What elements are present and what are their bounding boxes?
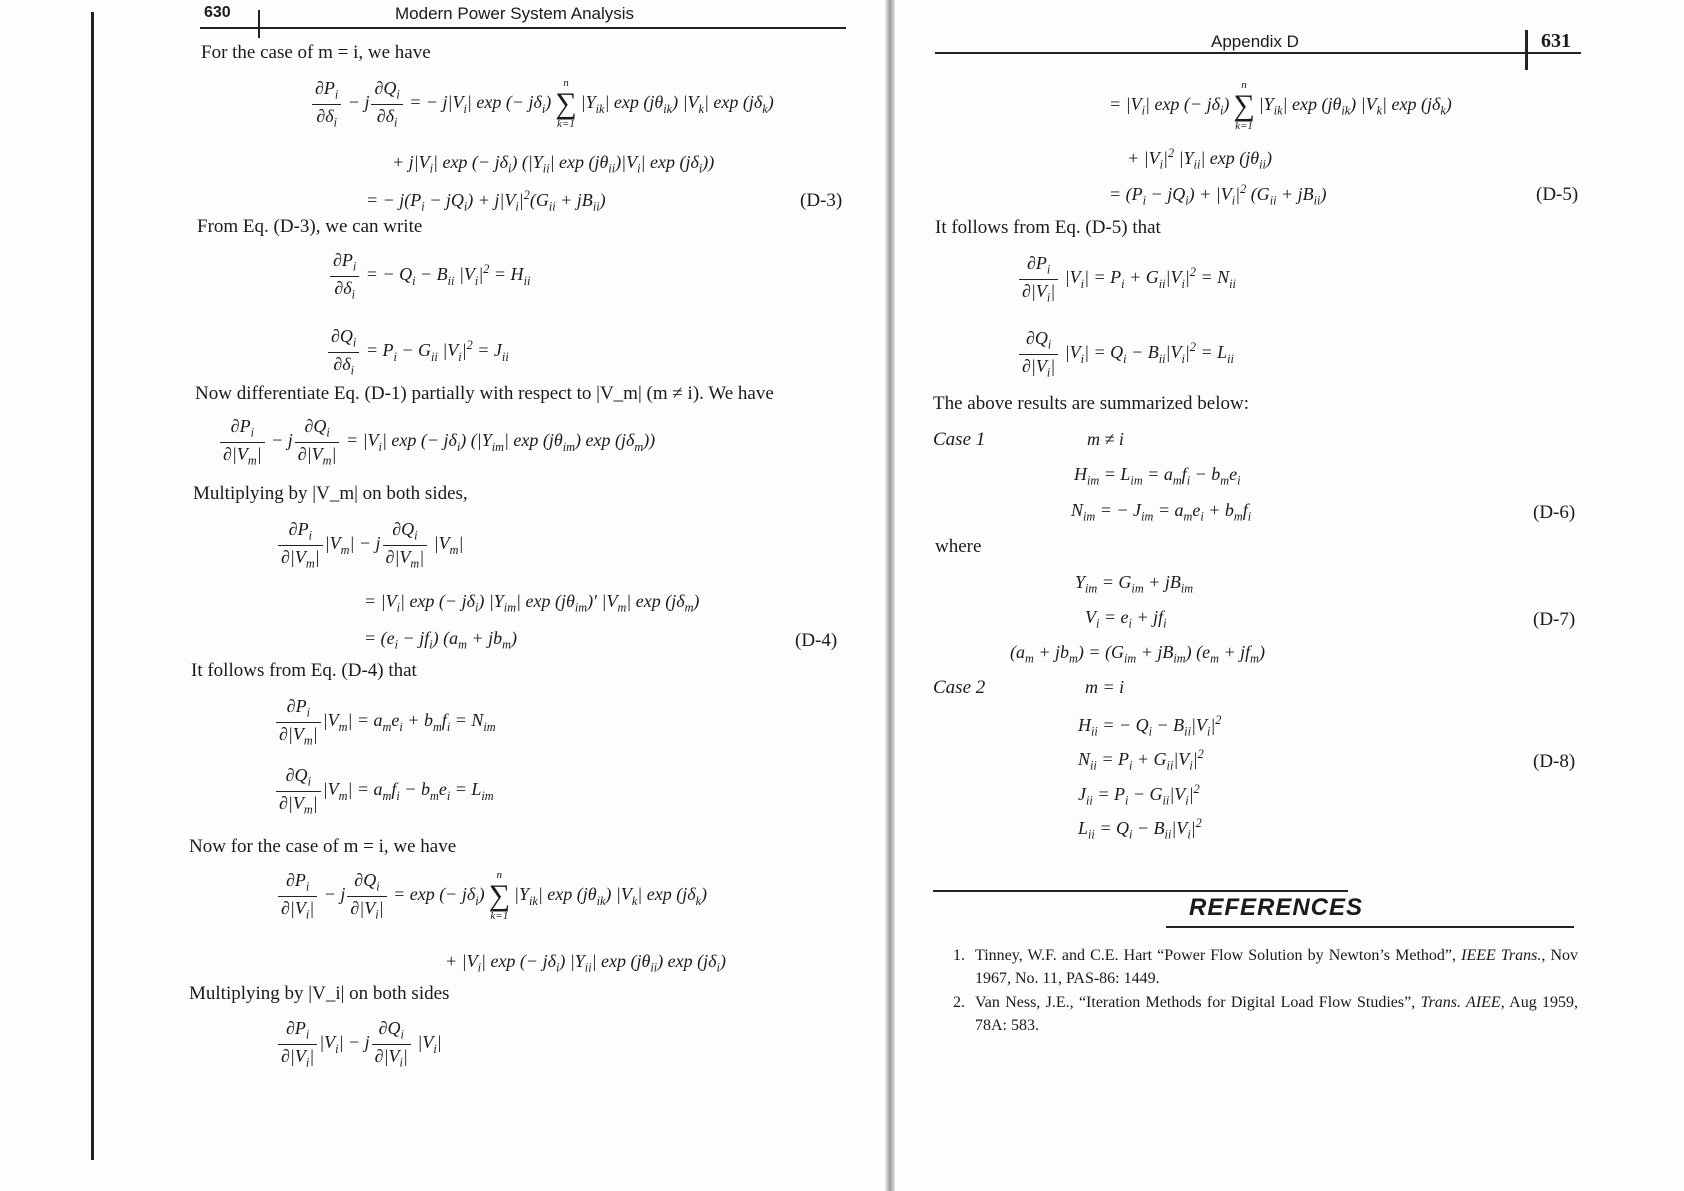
equation: = $(P_i - jQ_i) + |V_i|^2$ $(G_{ii} + jB_{ii})$	[1109, 182, 1327, 208]
paragraph: From Eq. (D-3), we can write	[197, 216, 423, 237]
equation-number: (D-3)	[800, 190, 843, 211]
equation: $(a_m + jb_m) = (G_{im} + jB_{im}) (e_m + jf_m)$	[1010, 642, 1265, 666]
paragraph: It follows from Eq. (D-5) that	[935, 217, 1161, 238]
equation: $H_{im} = L_{im} = a_mf_i - b_me_i$	[1074, 464, 1241, 488]
equation: $N_{im}$ = − $J_{im} = a_me_i + b_mf_i$	[1071, 500, 1252, 524]
equation: $\frac{\partial Q_i}{\partial|V_m|}$ $|V_m| = a_mf_i - b_me_i = L_{im}$	[274, 765, 494, 817]
divider	[1166, 926, 1574, 928]
paragraph: Multiplying by |V_i| on both sides	[189, 983, 450, 1004]
equation-number: (D-4)	[795, 630, 838, 651]
right-page	[895, 0, 1684, 1191]
paragraph: For the case of m = i, we have	[201, 42, 431, 63]
header-rule	[200, 27, 846, 29]
equation: $L_{ii} = Q_i - B_{ii}|V_i|^2$	[1078, 816, 1202, 842]
page-number: 630	[204, 4, 231, 21]
page-binding-line	[91, 12, 94, 1160]
paragraph: The above results are summarized below:	[933, 393, 1250, 414]
paragraph: where	[935, 536, 982, 557]
equation: = $|V_i|$ exp (− $j\delta_i$) n ∑ k=1 $|Y_{ik}|$ $\exp (j\theta_{ik})$ $|V_k|$ $\exp (j\delta_k)$	[1109, 79, 1452, 132]
equation: = $|V_i|$ exp (− $j\delta_i$) $|Y_{im}|$ $\exp (j\theta_{im})'$ $|V_m|$ $\exp (j\delta_m)$	[364, 591, 700, 615]
equation: = $(e_i - jf_i) (a_m + jb_m)$	[364, 628, 517, 652]
reference-item: 2. Van Ness, J.E., “Iteration Methods for Digital Load Flow Studies”, Trans. AIEE, Aug 1959, 78A: 583.	[953, 994, 1579, 1034]
paragraph: Now differentiate Eq. (D-1) partially with respect to |V_m| (m ≠ i). We have	[195, 383, 774, 404]
equation-number: (D-7)	[1533, 609, 1576, 630]
references-heading: REFERENCES	[1189, 894, 1364, 921]
equation: $V_i = e_i + jf_i$	[1085, 607, 1167, 631]
paragraph: It follows from Eq. (D-4) that	[191, 660, 417, 681]
equation: $\frac{\partial P_i}{\partial|V_i|}$ $|V_i| = P_i + G_{ii}|V_i|^2 = N_{ii}$	[1017, 253, 1236, 305]
running-head: Appendix D	[1211, 32, 1299, 51]
running-head: Modern Power System Analysis	[395, 4, 635, 23]
reference-item: 1. Tinney, W.F. and C.E. Hart “Power Flow Solution by Newton’s Method”, IEEE Trans., Nov 1967, No. 11, PAS-86: 1449.	[953, 947, 1579, 987]
equation: $\frac{\partial Q_i}{\partial|V_i|}$ $|V_i| = Q_i - B_{ii}|V_i|^2 = L_{ii}$	[1017, 328, 1234, 380]
equation-number: (D-8)	[1533, 751, 1576, 772]
divider	[933, 890, 1348, 892]
equation-number: (D-5)	[1536, 184, 1579, 205]
equation: $\frac{\partial P_i}{\partial|V_m|}$ $|V_m| - j$ $\frac{\partial Q_i}{\partial|V_m|}$ $|V_m|$	[276, 519, 463, 571]
page-number: 631	[1541, 30, 1571, 52]
equation: + $j|V_i|$ exp (− $j\delta_i$) ($|Y_{ii}|$ $\exp (j\theta_{ii})|V_i|$ $\exp (j\delta_i)$)	[392, 152, 715, 176]
equation: $J_{ii} = P_i - G_{ii}|V_i|^2$	[1078, 782, 1200, 808]
case-condition: m = i	[1085, 677, 1125, 697]
case-label: Case 2	[933, 677, 986, 698]
equation: $\frac{\partial Q_i}{\partial\delta_i}$ = $P_i - G_{ii}$ $|V_i|^2 = J_{ii}$	[326, 326, 509, 378]
equation: + $|V_i|^2$ $|Y_{ii}|$ $\exp (j\theta_{ii})$	[1127, 146, 1272, 172]
equation: $Y_{im} = G_{im} + jB_{im}$	[1075, 572, 1194, 596]
paragraph: Multiplying by |V_m| on both sides,	[193, 483, 468, 504]
equation: $\frac{\partial P_i}{\partial\delta_i}$ = − $Q_i - B_{ii}$ $|V_i|^2 = H_{ii}$	[328, 250, 530, 302]
case-label: Case 1	[933, 429, 986, 450]
equation: $\frac{\partial P_i}{\partial\delta_i}$ − j $\frac{\partial Q_i}{\partial\delta_i}$ = − $j|V_i|$ exp (− $j\delta_i$) n ∑ k=1 $|Y_{ik}|$ $\exp (j\theta_{ik})$ $|V_k|$ $\exp (j\delta_k)$	[310, 78, 774, 130]
paragraph: Now for the case of m = i, we have	[189, 836, 457, 857]
equation-number: (D-6)	[1533, 502, 1576, 523]
equation: $\frac{\partial P_i}{\partial|V_m|}$ − j $\frac{\partial Q_i}{\partial|V_m|}$ = $|V_i|$ exp (− $j\delta_i$) ($|Y_{im}|$ $\exp (j\theta_{im})$ $\exp (j\delta_m)$)	[218, 416, 655, 468]
book-gutter	[885, 0, 895, 1191]
equation: $H_{ii}$ = − $Q_i - B_{ii}|V_i|^2$	[1078, 713, 1222, 739]
header-tick	[1525, 30, 1528, 70]
equation: $\frac{\partial P_i}{\partial|V_i|}$ − j $\frac{\partial Q_i}{\partial|V_i|}$ = exp (− $j\delta_i$) n ∑ k=1 $|Y_{ik}|$ $\exp (j\theta_{ik})$ $|V_k|$ $\exp (j\delta_k)$	[276, 870, 707, 922]
equation: $\frac{\partial P_i}{\partial|V_m|}$ $|V_m| = a_me_i + b_mf_i = N_{im}$	[274, 696, 496, 748]
equation: $N_{ii} = P_i + G_{ii}|V_i|^2$	[1078, 747, 1204, 773]
case-condition: m ≠ i	[1087, 429, 1124, 449]
header-tick	[258, 10, 260, 38]
equation: + $|V_i|$ exp (− $j\delta_i$) $|Y_{ii}|$ $\exp (j\theta_{ii})$ $\exp (j\delta_i)$	[445, 951, 726, 975]
equation: $\frac{\partial P_i}{\partial|V_i|}$ $|V_i| - j$ $\frac{\partial Q_i}{\partial|V_i|}$ $|V_i|$	[276, 1018, 442, 1070]
header-rule	[935, 52, 1581, 54]
equation: = − $j(P_i - jQ_i) + j|V_i|^2(G_{ii} + jB_{ii})$	[366, 188, 606, 214]
